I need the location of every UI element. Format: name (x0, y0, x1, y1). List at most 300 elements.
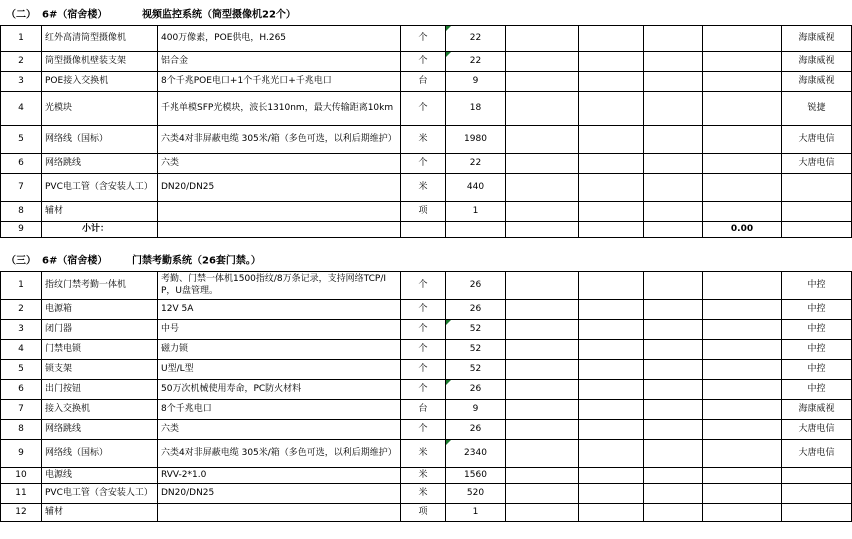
item-unit-text: 个 (418, 303, 428, 314)
item-spec (158, 360, 401, 380)
item-brand-text: 中控 (807, 303, 826, 314)
row-number (0, 420, 42, 440)
item-unit-text: 项 (418, 506, 428, 517)
blank-cell (579, 340, 644, 360)
blank-cell (644, 92, 703, 126)
item-unit-text: 个 (418, 383, 428, 394)
blank-cell (506, 202, 579, 222)
item-spec (158, 484, 401, 504)
blank-cell (644, 320, 703, 340)
blank-cell (506, 504, 579, 522)
blank-cell (579, 52, 644, 72)
item-qty-text: 26 (469, 279, 482, 290)
amount-cell (703, 52, 782, 72)
item-unit (401, 202, 446, 222)
section-header (0, 0, 852, 26)
item-name (42, 484, 158, 504)
item-qty (446, 484, 506, 504)
item-spec (158, 340, 401, 360)
item-unit (401, 504, 446, 522)
item-name (42, 26, 158, 52)
comment-marker (446, 440, 451, 445)
item-spec-text: U型/L型 (161, 363, 194, 374)
item-qty-text: 26 (469, 303, 482, 314)
item-unit (401, 52, 446, 72)
amount-cell (703, 154, 782, 174)
row-number (0, 26, 42, 52)
amount-cell (703, 174, 782, 202)
item-spec (158, 468, 401, 484)
item-brand (782, 440, 852, 468)
item-spec-text: 考勤、门禁一体机1500指纹/8万条记录，支持网络TCP/IP，U盘管理。 (161, 274, 387, 296)
item-spec (158, 174, 401, 202)
item-name (42, 272, 158, 300)
item-qty (446, 400, 506, 420)
item-brand (782, 300, 852, 320)
item-qty (446, 380, 506, 400)
item-qty (446, 154, 506, 174)
item-spec-text: DN20/DN25 (161, 487, 215, 498)
row-number-text: 2 (18, 55, 24, 66)
table-row (0, 468, 852, 484)
amount-cell (703, 340, 782, 360)
blank-cell (506, 154, 579, 174)
blank-cell (644, 360, 703, 380)
item-unit (401, 154, 446, 174)
table-row (0, 52, 852, 72)
blank-cell (506, 360, 579, 380)
table-row (0, 320, 852, 340)
item-spec (158, 400, 401, 420)
item-qty (446, 468, 506, 484)
item-qty-text: 440 (466, 181, 485, 192)
blank-cell (644, 126, 703, 154)
item-spec-text: 50万次机械使用寿命，PC防火材料 (161, 383, 302, 394)
table-row (0, 504, 852, 522)
item-name (42, 72, 158, 92)
blank-cell (579, 468, 644, 484)
amount-cell (703, 400, 782, 420)
table-row (0, 72, 852, 92)
item-name (42, 202, 158, 222)
blank-cell (506, 340, 579, 360)
item-brand (782, 320, 852, 340)
section-number: （二） (6, 9, 36, 20)
blank-cell (644, 440, 703, 468)
item-unit (401, 26, 446, 52)
row-number (0, 222, 42, 238)
item-qty (446, 504, 506, 522)
blank-cell (579, 26, 644, 52)
blank-cell (579, 272, 644, 300)
blank-cell (579, 300, 644, 320)
blank-cell (506, 222, 579, 238)
blank-cell (579, 72, 644, 92)
blank-cell (506, 440, 579, 468)
section-system: 门禁考勤系统（26套门禁。） (132, 255, 261, 266)
amount-cell (703, 380, 782, 400)
item-unit-text: 个 (418, 363, 428, 374)
blank-cell (644, 420, 703, 440)
item-brand-text: 海康威视 (798, 403, 835, 414)
blank-cell (579, 126, 644, 154)
row-number (0, 92, 42, 126)
item-unit (401, 174, 446, 202)
item-spec-text: 铝合金 (161, 55, 189, 66)
item-unit-text: 个 (418, 343, 428, 354)
table-row (0, 300, 852, 320)
item-unit-text: 个 (418, 32, 428, 43)
blank-cell (579, 154, 644, 174)
item-unit-text: 个 (418, 55, 428, 66)
row-number-text: 11 (15, 487, 27, 498)
row-number-text: 9 (18, 223, 24, 234)
blank-cell (506, 126, 579, 154)
item-brand-text: 中控 (807, 363, 826, 374)
blank-cell (506, 52, 579, 72)
row-number-text: 6 (18, 383, 24, 394)
blank-cell (506, 320, 579, 340)
row-number (0, 440, 42, 468)
item-spec-text: 千兆单模SFP光模块，波长1310nm，最大传输距离10km (161, 102, 394, 113)
row-number (0, 52, 42, 72)
blank-cell (644, 52, 703, 72)
item-brand-text: 大唐电信 (798, 157, 835, 168)
row-number (0, 272, 42, 300)
item-brand (782, 92, 852, 126)
item-spec-text: 中号 (161, 323, 180, 334)
item-spec (158, 272, 401, 300)
table-row (0, 420, 852, 440)
item-brand-text: 大唐电信 (798, 447, 835, 458)
section-system: 视频监控系统（筒型摄像机22个） (142, 9, 296, 20)
blank-cell (644, 72, 703, 92)
item-qty (446, 340, 506, 360)
blank-cell (579, 92, 644, 126)
item-spec-text: RVV-2*1.0 (161, 469, 207, 480)
item-spec (158, 202, 401, 222)
item-name-text: 出门按钮 (45, 383, 82, 394)
table-row (0, 400, 852, 420)
item-spec (158, 26, 401, 52)
item-unit-text: 米 (418, 133, 428, 144)
blank-cell (579, 504, 644, 522)
item-brand-text: 中控 (807, 343, 826, 354)
row-number (0, 360, 42, 380)
blank-cell (579, 174, 644, 202)
item-brand-text: 海康威视 (798, 32, 835, 43)
item-qty (446, 92, 506, 126)
item-qty-text: 52 (469, 323, 482, 334)
item-unit-text: 个 (418, 102, 428, 113)
amount-cell (703, 272, 782, 300)
item-name (42, 126, 158, 154)
section-header (0, 246, 852, 272)
item-qty (446, 300, 506, 320)
blank-cell (506, 484, 579, 504)
item-unit (401, 420, 446, 440)
item-unit-text: 米 (418, 487, 428, 498)
blank-cell (644, 174, 703, 202)
item-name-text: 门禁电锁 (45, 343, 82, 354)
item-brand-text: 锐捷 (807, 102, 826, 113)
blank-cell (579, 440, 644, 468)
item-unit-text: 米 (418, 469, 428, 480)
item-qty (446, 126, 506, 154)
row-number (0, 340, 42, 360)
item-spec (158, 154, 401, 174)
item-name-text: 网络线（国标） (45, 133, 109, 144)
row-number-text: 1 (18, 279, 24, 290)
blank-cell (506, 380, 579, 400)
item-name-text: 电源线 (45, 469, 73, 480)
comment-marker (446, 52, 451, 57)
item-name-text: 电源箱 (45, 303, 73, 314)
item-name-text: 筒型摄像机壁装支架 (45, 55, 127, 66)
blank-cell (506, 26, 579, 52)
item-qty-text: 9 (472, 403, 479, 414)
item-unit (401, 72, 446, 92)
blank-cell (644, 380, 703, 400)
blank-cell (446, 222, 506, 238)
item-spec (158, 92, 401, 126)
blank-cell (644, 468, 703, 484)
row-number (0, 174, 42, 202)
section-building: 6#（宿舍楼） (42, 255, 108, 266)
amount-cell (703, 126, 782, 154)
blank-cell (644, 484, 703, 504)
item-unit-text: 个 (418, 423, 428, 434)
item-qty-text: 52 (469, 343, 482, 354)
amount-cell (703, 92, 782, 126)
row-number (0, 468, 42, 484)
row-number-text: 9 (18, 447, 24, 458)
item-spec (158, 380, 401, 400)
blank-cell (579, 360, 644, 380)
item-name (42, 400, 158, 420)
item-brand (782, 202, 852, 222)
row-number (0, 300, 42, 320)
row-number (0, 72, 42, 92)
item-name-text: 接入交换机 (45, 403, 91, 414)
section-building: 6#（宿舍楼） (42, 9, 108, 20)
amount-cell (703, 440, 782, 468)
table-row (0, 272, 852, 300)
item-name-text: 辅材 (45, 506, 64, 517)
item-brand-text: 海康威视 (798, 75, 835, 86)
item-spec-text: 六类4对非屏蔽电缆 305米/箱（多色可选，以利后期维护） (161, 133, 397, 144)
item-spec-text: 8个千兆电口 (161, 403, 212, 414)
item-qty (446, 320, 506, 340)
item-qty-text: 2340 (464, 447, 487, 458)
amount-cell (703, 26, 782, 52)
blank-cell (644, 202, 703, 222)
row-number (0, 154, 42, 174)
item-name-text: 红外高清筒型摄像机 (45, 32, 127, 43)
row-number-text: 5 (18, 133, 24, 144)
blank-cell (579, 202, 644, 222)
item-qty (446, 52, 506, 72)
item-spec (158, 72, 401, 92)
blank-cell (401, 222, 446, 238)
item-name (42, 440, 158, 468)
table-row (0, 440, 852, 468)
row-number (0, 380, 42, 400)
item-qty-text: 1980 (464, 133, 487, 144)
amount-cell (703, 320, 782, 340)
item-brand (782, 174, 852, 202)
item-name (42, 380, 158, 400)
row-number-text: 6 (18, 157, 24, 168)
item-brand-text: 中控 (807, 383, 826, 394)
item-brand (782, 400, 852, 420)
item-unit-text: 个 (418, 323, 428, 334)
subtotal-amount-text: 0.00 (730, 223, 754, 234)
blank-cell (506, 468, 579, 484)
item-name (42, 504, 158, 522)
blank-cell (644, 340, 703, 360)
blank-cell (579, 222, 644, 238)
blank-cell (579, 400, 644, 420)
item-unit (401, 484, 446, 504)
row-number-text: 2 (18, 303, 24, 314)
table-row (0, 484, 852, 504)
blank-cell (158, 222, 401, 238)
row-number (0, 320, 42, 340)
row-number-text: 10 (15, 469, 27, 480)
amount-cell (703, 72, 782, 92)
blank-cell (506, 174, 579, 202)
row-number-text: 3 (18, 75, 24, 86)
item-name (42, 52, 158, 72)
item-qty-text: 52 (469, 363, 482, 374)
item-name-text: 锁支架 (45, 363, 73, 374)
table-row (0, 340, 852, 360)
item-unit (401, 380, 446, 400)
row-number-text: 4 (18, 343, 24, 354)
blank-cell (644, 222, 703, 238)
item-spec (158, 126, 401, 154)
blank-cell (506, 420, 579, 440)
item-qty (446, 420, 506, 440)
subtotal-label (42, 222, 158, 238)
item-name (42, 468, 158, 484)
item-spec-text: 磁力锁 (161, 343, 189, 354)
item-qty-text: 1 (472, 205, 479, 216)
item-unit (401, 400, 446, 420)
item-qty-text: 22 (469, 55, 482, 66)
item-unit (401, 440, 446, 468)
item-qty-text: 26 (469, 423, 482, 434)
row-number (0, 400, 42, 420)
blank-cell (579, 484, 644, 504)
item-name-text: 辅材 (45, 205, 64, 216)
amount-cell (703, 484, 782, 504)
blank-cell (644, 26, 703, 52)
item-qty-text: 1560 (464, 469, 487, 480)
item-unit (401, 92, 446, 126)
item-unit (401, 360, 446, 380)
item-name-text: 指纹门禁考勤一体机 (45, 279, 127, 290)
item-spec-text: 12V 5A (161, 303, 194, 314)
blank-cell (506, 400, 579, 420)
item-brand-text: 大唐电信 (798, 423, 835, 434)
row-number-text: 4 (18, 102, 24, 113)
item-qty-text: 26 (469, 383, 482, 394)
item-name (42, 320, 158, 340)
blank-cell (506, 92, 579, 126)
item-spec-text: 400万像素，POE供电，H.265 (161, 32, 287, 43)
item-unit (401, 272, 446, 300)
item-spec-text: DN20/DN25 (161, 181, 215, 192)
row-number (0, 504, 42, 522)
item-unit-text: 台 (418, 403, 428, 414)
item-brand (782, 26, 852, 52)
table-row (0, 26, 852, 52)
item-name (42, 420, 158, 440)
item-brand-text: 中控 (807, 279, 826, 290)
item-name-text: 网络跳线 (45, 423, 82, 434)
item-qty-text: 22 (469, 32, 482, 43)
blank-cell (506, 300, 579, 320)
item-unit-text: 米 (418, 181, 428, 192)
item-name-text: 网络线（国标） (45, 447, 109, 458)
table-row (0, 202, 852, 222)
item-brand (782, 340, 852, 360)
item-qty (446, 26, 506, 52)
item-brand (782, 154, 852, 174)
amount-cell (703, 504, 782, 522)
item-brand (782, 272, 852, 300)
item-spec-text: 8个千兆POE电口+1个千兆光口+千兆电口 (161, 75, 332, 86)
item-unit-text: 个 (418, 279, 428, 290)
row-number (0, 126, 42, 154)
amount-cell (703, 300, 782, 320)
subtotal-row (0, 222, 852, 238)
blank-cell (644, 300, 703, 320)
row-number-text: 1 (18, 32, 24, 43)
amount-cell (703, 202, 782, 222)
item-spec (158, 300, 401, 320)
blank-cell (644, 272, 703, 300)
item-name (42, 174, 158, 202)
item-brand (782, 504, 852, 522)
item-unit (401, 340, 446, 360)
item-spec-text: 六类 (161, 423, 180, 434)
comment-marker (446, 26, 451, 31)
row-number-text: 3 (18, 323, 24, 334)
table-row (0, 154, 852, 174)
item-qty (446, 202, 506, 222)
item-spec-text: 六类 (161, 157, 180, 168)
item-name-text: PVC电工管（含安装人工） (45, 487, 153, 498)
blank-cell (644, 504, 703, 522)
table-row (0, 174, 852, 202)
item-spec-text: 六类4对非屏蔽电缆 305米/箱（多色可选，以利后期维护） (161, 447, 397, 458)
row-number (0, 202, 42, 222)
subtotal-label-text: 小计： (82, 223, 110, 234)
item-qty-text: 9 (472, 75, 479, 86)
item-brand (782, 420, 852, 440)
item-name-text: 光模块 (45, 102, 73, 113)
blank-cell (506, 272, 579, 300)
item-unit-text: 米 (418, 447, 428, 458)
item-brand-text: 大唐电信 (798, 133, 835, 144)
item-unit (401, 468, 446, 484)
row-number-text: 7 (18, 403, 24, 414)
item-spec (158, 420, 401, 440)
blank-cell (579, 420, 644, 440)
